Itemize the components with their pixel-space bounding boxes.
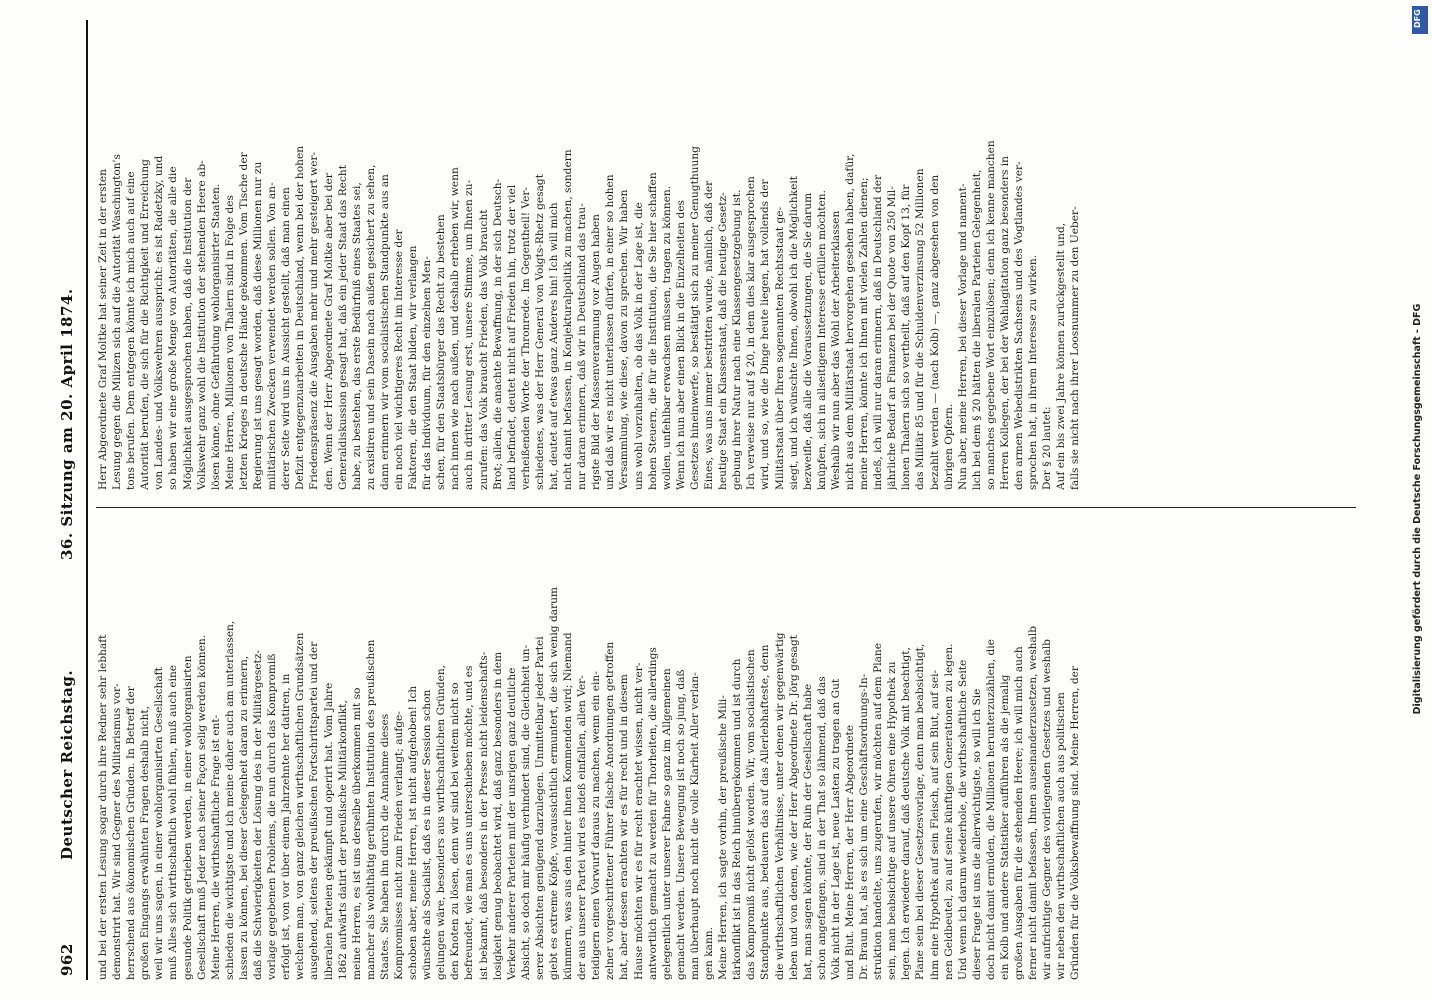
text-line: wir neben den wirthschaftlichen auch aus politischen — [1055, 692, 1068, 980]
text-line: wollen, unfehlbar erwachsen müssen, tragen zu können. — [660, 185, 673, 490]
text-line: großen Eingangs erwähnten Fragen deshalb nicht, — [139, 705, 152, 980]
text-line: Faktoren, die den Staat bilden, wir verlangen — [407, 245, 420, 490]
text-line: Absicht, so doch mir häufig verhindert sind, die Gleichheit un- — [519, 644, 532, 980]
dfg-logo: DFG — [1412, 6, 1428, 34]
publication-title: Deutscher Reichstag. — [58, 669, 76, 860]
text-line: schieden die wichtigste und ich meine daher auch am unterlassen, — [223, 620, 236, 980]
text-line: nicht damit befassen, in Konjekturalpolitik zu machen, sondern — [562, 149, 575, 490]
text-line: kümmern, was aus den hinter ihnen Kommenden wird; Niemand — [562, 632, 575, 980]
text-line: heutige Staat ein Klassenstaat, daß die heutige Gesetz- — [717, 192, 730, 490]
text-line: übrigen Opfern. — [942, 403, 955, 490]
text-line: Dr. Braun hat, als es sich um eine Geschäftsordnungs-In- — [858, 673, 871, 980]
text-line: derer Seite wird uns in Aussicht gestellt, daß man einen — [280, 187, 293, 490]
text-line: uns wohl vorzuhalten, ob das Volk in der Lage ist, die — [632, 202, 645, 490]
text-line: Herren Kollegen, der bei der Wahlagitation ganz besonders in — [999, 156, 1011, 490]
text-line: herrschend aus ökonomischen Gründen. In Betreff der — [125, 686, 138, 980]
text-line: das Militär 85 und für die Schuldenverzinsung 52 Millionen — [914, 168, 927, 490]
text-line: Autorität berufen, die sich für die Richtigkeit und Erreichung — [139, 159, 152, 490]
text-line: gelungen wäre, besonders aus wirthschaftlichen Gründen, — [435, 664, 448, 980]
text-line: so manches gegebene Wort einzulösen; denn ich kenne manchen — [984, 140, 997, 490]
text-line: antwortlich gemacht zu werden für Thorheiten, die allerdings — [646, 647, 659, 980]
text-line: nur daran erinnern, daß wir in Deutschland das trau- — [576, 203, 589, 490]
text-line: Meine Herren, Millionen von Thalern sind in Folge des — [223, 195, 236, 490]
text-line: Generaldiskussion gesagt hat, daß ein jeder Staat das Recht — [336, 165, 349, 490]
text-line: Regierung ist uns gesagt worden, daß diese Millionen nur zu — [252, 161, 265, 490]
text-line: Meine Herren, die wirthschaftliche Frage ist ent- — [209, 714, 222, 980]
text-line: tärkonflikt ist in das Reich hinübergekommen und ist durch — [731, 658, 744, 980]
right-column — [96, 40, 1356, 490]
text-line: schen, für den Staatsbürger das Recht zu bestehen — [435, 214, 448, 490]
text-line: wir aufrichtige Gegner des vorliegenden Gesetzes und weshalb — [1041, 639, 1054, 980]
text-line: leben und von denen, wie der Herr Abgeordnete Dr. Jörg gesagt — [787, 634, 800, 980]
text-line: daß die Schwierigkeiten der Lösung des in der Militärgesetz- — [252, 650, 265, 980]
text-line: ein noch viel wichtigeres Recht im Interesse der — [392, 229, 405, 490]
text-line: Und wenn ich darum wiederhole, die wirthschaftliche Seite — [956, 659, 969, 980]
text-line: serer Absichten genügend darzulegen. Unmittelbar jeder Partei — [533, 636, 546, 980]
text-line: nen Geldbeutel, zu auf seine künftigen Generationen zu legen. — [942, 643, 955, 980]
text-line: letzten Krieges in deutsche Hände gekommen. Vom Tische der — [237, 152, 250, 490]
text-line: Herr Abgeordnete Graf Moltke hat seiner Zeit in der ersten — [97, 169, 109, 490]
text-line: Ich verweise nur auf § 20, in dem dies klar ausgesprochen — [745, 176, 758, 490]
text-line: mancher als wohlthätig gerühmten Institution des preußischen — [364, 639, 377, 980]
text-line: den Knoten zu lösen, denn wir sind bei weitem nicht so — [449, 682, 462, 980]
text-line: struktion handelte, uns zugerufen, wir möchten auf dem Plane — [872, 642, 885, 980]
text-line: dann erinnern wir vom socialistischen Standpunkte aus an — [378, 174, 391, 490]
text-line: meine Herren, könnte ich Ihnen mit vielen Zahlen dienen; — [858, 177, 871, 490]
text-line: den armen Webedistrikten Sachsens und des Vogtlandes ver- — [1013, 161, 1026, 490]
text-line: ihm eine Hypothek auf sein Fleisch, auf sein Blut, auf sei- — [928, 669, 941, 980]
text-line: losigkeit genug beobachtet wird, daß ganz besonders in dem — [491, 651, 504, 980]
page-number: 962 — [58, 943, 76, 976]
text-line: siegt, und ich wünschte Ihnen, obwohl ich die Möglichkeit — [787, 175, 800, 490]
text-line: rigste Bild der Massenverarmung vor Augen haben — [590, 214, 603, 490]
digitization-note-text: Digitalisierung gefördert durch die Deutsche Forschungsgemeinschaft - DFG — [1412, 303, 1423, 715]
text-line: gesunde Politik getrieben werden, in einer wohlorganisirten — [181, 655, 194, 980]
text-line: Brot; allein, die anachte Bewaffnung, in der sich Deutsch- — [491, 178, 504, 490]
session-title: 36. Sitzung am 20. April 1874. — [58, 288, 76, 560]
text-line: zu existiren und sein Dasein nach außen gesichert zu sehen, — [364, 164, 377, 490]
page-header — [50, 20, 86, 980]
text-line: für das Individuum, für den einzelnen Men- — [421, 256, 434, 490]
text-line: bezahlt werden — (nach Kolb) —, ganz abgesehen von den — [928, 174, 941, 490]
rotated-page-content — [50, 20, 1370, 980]
text-line: giebt es extreme Köpfe, voraussichtlich ermuntert, die sich wenig darum — [548, 587, 560, 980]
text-line: hat, man sagen könnte, der Ruin der Gesellschaft habe — [801, 683, 814, 980]
text-line: und Blut. Meine Herren, der Herr Abgeordnete — [843, 724, 856, 980]
text-line: ferner nicht damit befassen, Ihnen auseinanderzusetzen, weshalb — [1027, 626, 1040, 980]
text-line: ist bekannt, daß besonders in der Presse nicht leidenschafts- — [477, 651, 490, 980]
text-line: lösen könne, ohne Gefährdung wohlorganisirter Staaten. — [209, 183, 222, 490]
column-divider — [96, 507, 1356, 508]
text-line: ausgehend, seitens der preußischen Fortschrittspartei und der — [308, 641, 321, 980]
text-line: doch nicht damit ermüden, die Millionen herunterzuzählen, die — [984, 639, 997, 980]
text-line: 1862 aufwärts datirt der preußische Militärkonflikt, — [336, 700, 349, 980]
text-line: Nun aber, meine Herren, bei dieser Vorlage und nament- — [956, 183, 969, 490]
text-line: nicht aus dem Militärstaat hervorgehen gesehen haben, dafür, — [843, 153, 856, 490]
text-line: hat, aber dessen erachten wir es für recht und in diesem — [618, 674, 631, 980]
text-line: Gründen für die Volksbewaffnung sind. Meine Herren, der — [1069, 666, 1082, 980]
text-line: ein Kolb und andere Statistiker aufführen als die jemalig — [999, 674, 1011, 980]
text-line: Meine Herren, ich sagte vorhin, der preußische Mili- — [717, 695, 730, 980]
text-line: tons berufen. Dem entgegen könnte ich mich auch auf eine — [125, 171, 138, 490]
text-line: demonstrirt hat. Wir sind Gegner des Militarismus vor- — [111, 683, 124, 980]
text-line: hat, deutet auf etwas ganz Anderes hin! Ich will mich — [548, 202, 560, 490]
text-line: von Landes- und Volkswehren ausspricht: es ist Radetzky, und — [153, 155, 166, 490]
text-line: dieser Frage ist uns die allerwichtigste, so will ich Sie — [970, 688, 983, 980]
text-line: zelner vorgeschrittener Führer falsche Anordnungen getroffen — [604, 641, 617, 980]
text-line: legen. Ich erwiedere darauf, daß deutsche Volk mit beachtigt, — [900, 647, 913, 980]
text-line: Volk nicht in der Lage ist, neue Lasten zu tragen an Gut — [829, 678, 842, 980]
text-line: sprochen hat, in ihrem Interesse zu wirken. — [1027, 254, 1040, 490]
text-line: zurufen: das Volk braucht Frieden, das Volk braucht — [477, 209, 490, 490]
text-line: befreundet, wie man es uns unterschieben möchte, und es — [463, 665, 476, 980]
text-line: hohen Steuern, die für die Institution, die Sie hier schaffen — [646, 172, 659, 490]
text-line: Eines, was uns immer bestritten wurde, nämlich, daß der — [703, 180, 716, 490]
text-line: wünschte als Socialist, daß es in dieser Session schon — [421, 689, 434, 980]
text-line: Kompromisses nicht zum Frieden verlangt; aufge- — [392, 711, 405, 980]
text-line: Volkswehr ganz wohl die Institution der stehenden Heere ab- — [195, 160, 208, 490]
text-line: lionen Thalern sich so vertheilt, daß auf den Kopf 13, für — [900, 184, 913, 490]
text-line: wird, und so, wie die Dinge heute liegen, hat vollends der — [759, 179, 772, 490]
text-line: großen Ausgaben für die stehenden Heere; ich will mich auch — [1013, 646, 1026, 980]
text-line: lich bei dem § 20 hätten die liberalen Parteien Gelegenheit, — [970, 169, 983, 490]
text-line: und daß wir es nicht unterlassen dürfen, in einer so hohen — [604, 174, 617, 490]
text-line: indeß, ich will nur daran erinnern, daß in Deutschland der — [872, 174, 885, 490]
text-line: Friedenspräsenz die Ausgaben mehr und mehr gesteigert wer- — [308, 151, 321, 490]
text-line: vorlage gegebenen Problems, die nun durch das Kompromiß — [266, 653, 279, 980]
text-line: gen kann. — [703, 927, 716, 980]
header-rule — [86, 20, 88, 980]
text-line: meine Herren, es ist uns derselbe überkommen mit so — [350, 687, 363, 980]
text-line: Wenn ich nun aber einen Blick in die Einzelheiten des — [674, 200, 687, 490]
text-line: Gesetzes hineinwerfe, so bestätigt sich zu meiner Genugthuung — [688, 146, 701, 490]
text-line: knüpfen, sich in allseitigem Interesse erfüllen möchten. — [815, 189, 828, 490]
text-line: lassen zu können, bei dieser Gelegenheit daran zu erinnern, — [237, 655, 250, 980]
text-line: das Kompromiß nicht gelöst worden. Wir, vom socialistischen — [745, 649, 758, 980]
text-line: Hause möchten wir es für recht erachtet wissen, nicht ver- — [632, 662, 645, 980]
text-line: Verkehr anderer Parteien mit der unsrigen ganz deutliche — [505, 667, 518, 980]
text-line: sein, man beabsichtige auf unsere Ohren eine Hypothek zu — [886, 661, 899, 980]
text-line: Defizit entgegenzuarbeiten in Deutschland, wenn bei der hohen — [294, 145, 307, 490]
digitization-note — [1412, 24, 1426, 994]
text-line: Militärstaat über Ihren sogenannten Rechtsstaat ge- — [773, 206, 786, 490]
text-line: der aus unserer Partei wird es indeß einfallen, allen Ver- — [576, 675, 589, 980]
text-line: Der § 20 lautet: — [1041, 406, 1054, 490]
text-line: verheißenden Worte der Thronrede. Im Gegentheil! Ver- — [519, 186, 532, 490]
text-line: Lesung gegen die Milizen sich auf die Autorität Waschington's — [111, 154, 124, 490]
text-line: falls sie nicht nach ihrer Loosnummer zu den Ueber- — [1069, 206, 1082, 490]
text-line: Plane sein bei dieser Gesetzesvorlage, denn man beabsichtigt, — [914, 643, 927, 980]
text-line: teidigern einen Vorwurf daraus zu machen, wenn ein ein- — [590, 671, 603, 980]
text-line: welchem man, von ganz gleichen wirthschaftlichen Grundsätzen — [294, 632, 307, 980]
text-line: Gesellschaft muß Jeder nach seiner Façon selig werden können. — [195, 634, 208, 980]
text-line: man überhaupt noch nicht die volle Klarheit Aller verlan- — [688, 672, 701, 980]
text-line: Auf ein bis zwei Jahre können zurückgestellt und, — [1055, 222, 1068, 490]
text-line: gemacht werden. Unsere Bewegung ist noch so jung, daß — [674, 669, 687, 980]
text-line: Möglichkeit ausgesprochen haben, daß die Institution der — [181, 177, 194, 490]
text-line: schiedenes, was der Herr General von Voigts-Rhetz gesagt — [533, 174, 546, 490]
text-line: bezweifle, daß alle die Voraussetzungen, die Sie darum — [801, 192, 814, 490]
left-column — [96, 530, 1356, 980]
text-line: die wirthschaftlichen Verhältnisse, unter denen wir gegenwärtig — [773, 632, 786, 980]
text-line: muß Alles sich wirthschaftlich wohl fühlen, muß auch eine — [167, 664, 180, 980]
text-line: so haben wir eine große Menge von Autoritäten, die alle die — [167, 166, 180, 490]
text-line: den. Wenn der Herr Abgeordnete Graf Moltke aber bei der — [322, 173, 335, 490]
text-line: habe, zu bestehen, das erste Bedürfniß eines Staates sei, — [350, 182, 363, 490]
text-line: land befindet, deutet nicht auf Frieden hin, trotz der viel — [505, 184, 518, 490]
text-line: Staates. Sie haben ihn durch die Annahme dieses — [378, 713, 391, 980]
text-line: militärischen Zwecken verwendet werden sollen. Von an- — [266, 182, 279, 490]
text-line: jährliche Bedarf an Finanzen bei der Quote von 250 Mil- — [886, 186, 899, 490]
text-line: schoben aber, meine Herren, ist nicht aufgehoben! Ich — [407, 685, 420, 980]
text-line: gelegentlich unter unserer Fahne so ganz im Allgemeinen — [660, 668, 673, 980]
text-line: liberalen Parteien gekämpft und operirt hat. Vom Jahre — [322, 682, 335, 980]
text-line: Versammlung, wie diese, davon zu sprechen. Wir haben — [618, 189, 631, 490]
text-line: und bei der ersten Lesung sogar durch ihre Redner sehr lebhaft — [97, 634, 109, 980]
text-line: nach innen wie nach außen, und deshalb erheben wir, wenn — [449, 167, 462, 490]
text-line: weil wir uns sagen, in einer wohlorganisirten Gesellschaft — [153, 667, 166, 980]
text-line: Weshalb wir nun aber das Wohl der Arbeiterklassen — [829, 210, 842, 490]
text-line: erfolgt ist, von vor über einem Jahrzehnte her datiren, in — [280, 673, 293, 980]
text-line: schon angefangen, sind in der That so lähmend, daß das — [815, 676, 828, 980]
text-line: gebung ihrer Natur nach eine Klassengesetzgebung ist. — [731, 189, 744, 490]
text-line: auch in dritter Lesung erst, unsere Stimme, um Ihnen zu- — [463, 179, 476, 490]
text-line: Standpunkte aus, bedauern das auf das Allerlebhafteste, denn — [759, 644, 772, 980]
